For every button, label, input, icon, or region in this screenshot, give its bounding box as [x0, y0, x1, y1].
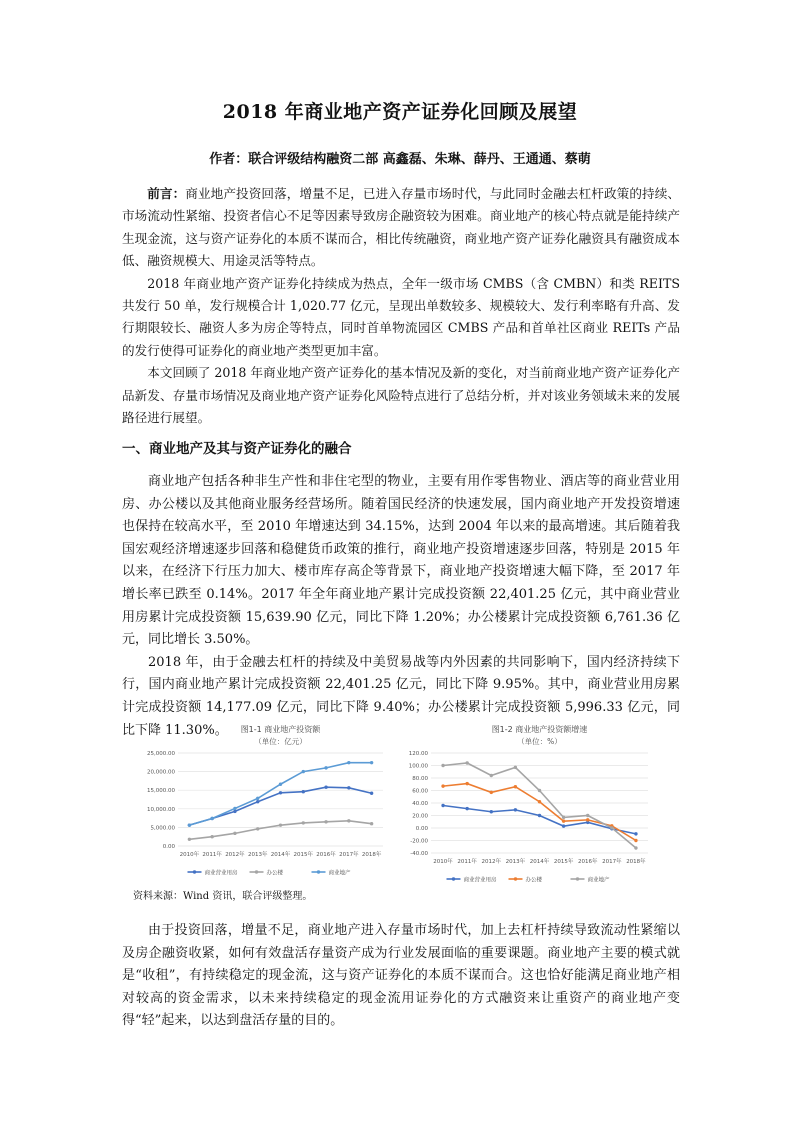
legend-label: 商业地产 — [328, 870, 351, 877]
x-tick-label: 2013年 — [247, 852, 268, 858]
data-point — [514, 785, 517, 788]
y-tick-label: 0.00 — [415, 826, 428, 832]
y-tick-label: 60.00 — [412, 788, 428, 795]
data-point — [347, 761, 350, 764]
legend-marker — [514, 877, 517, 880]
chart-subtitle: （单位：亿元） — [254, 737, 307, 746]
body-paragraph-3: 由于投资回落，增量不足，商业地产进入存量市场时代，加上去杠杆持续导致流动性紧缩以及房企融资收紧，如何有效盘活存量资产成为行业发展面临的重要课题。商业地产主要的模式就是“收租”，有持续稳定的现金流，这与资产证券化的本质不谋而合。这也恰好能满足商业地产相对较高的资金需求，以未来持续稳定的现金流用证券化的方式融资来让重资产的商业地产变得“轻”起来，以达到盘活存量的目的。 — [122, 923, 680, 1029]
x-tick-label: 2018年 — [361, 852, 382, 858]
data-point — [370, 822, 373, 825]
y-tick-label: 20.00 — [412, 813, 428, 820]
x-tick-label: 2017年 — [339, 852, 359, 858]
data-point — [465, 807, 468, 810]
data-point — [610, 826, 613, 829]
legend-marker — [452, 877, 455, 880]
x-tick-label: 2013年 — [505, 859, 526, 865]
data-point — [279, 791, 282, 794]
data-point — [490, 810, 493, 813]
data-point — [465, 761, 468, 764]
legend-label: 商业营业用房 — [204, 870, 238, 877]
y-tick-label: 15,000.00 — [147, 788, 175, 795]
legend-marker — [317, 870, 320, 873]
y-tick-label: 10,000.00 — [147, 806, 175, 813]
data-point — [514, 808, 517, 811]
data-point — [441, 784, 444, 787]
body-paragraph-1: 商业地产包括各种非生产性和非住宅型的物业，主要有用作零售物业、酒店等的商业营业用房、办公楼以及其他商业服务经营场所。随着国民经济的快速发展，国内商业地产开发投资增速也保持在较高水平，至 2010 年增速达到 34.15%，达到 2004 年以来的最高增速。其后随着我国宏观经济增速逐步回落和稳健货币政策的推行，商业地产投资增速逐步回落，特别是 2015 年以来，在经济下行压力加大、楼市库存高企等背景下，商业地产投资增速大幅下降，至 2017 年增长率已跌至 0.14%。2017 年全年商业地产累计完成投资额 22,401.25 亿元，其中商业营业用房累计完成投资额 15,639.90 亿元，同比下降 1.20%；办公楼累计完成投资额 6,761.36 亿元，同比增长 3.50%。 — [122, 474, 680, 648]
data-point — [514, 766, 517, 769]
data-point — [562, 819, 565, 822]
data-point — [302, 790, 305, 793]
legend-label: 办公楼 — [266, 870, 284, 877]
data-point — [256, 800, 259, 803]
data-point — [256, 827, 259, 830]
x-tick-label: 2014年 — [270, 852, 291, 858]
chart-investment-amount — [118, 720, 398, 889]
data-point — [586, 818, 589, 821]
x-tick-label: 2010年 — [179, 852, 200, 858]
legend-label: 商业营业用房 — [463, 877, 497, 884]
x-tick-label: 2012年 — [481, 859, 502, 865]
data-point — [370, 761, 373, 764]
chart-investment-growth — [393, 720, 653, 889]
chart-title: 图1-2 商业地产投资额增速 — [491, 725, 588, 734]
y-tick-label: 0.00 — [162, 844, 175, 850]
data-point — [210, 835, 213, 838]
data-point — [324, 820, 327, 823]
y-tick-label: -40.00 — [410, 851, 428, 857]
x-tick-label: 2010年 — [433, 859, 453, 865]
data-point — [586, 814, 589, 817]
abstract — [122, 183, 680, 429]
data-point — [302, 770, 305, 773]
abstract-paragraph-3: 本文回顾了 2018 年商业地产资产证券化的基本情况及新的变化，对当前商业地产资产证券化产品新发、存量市场情况及商业地产资产证券化风险特点进行了总结分析，并对该业务领域未来的发展路径进行展望。 — [122, 365, 680, 426]
legend-label: 办公楼 — [525, 877, 543, 884]
charts-area — [118, 720, 698, 890]
legend-label: 商业地产 — [587, 877, 610, 884]
body-paragraph-2: 2018 年，由于金融去杠杆的持续及中美贸易战等内外因素的共同影响下，国内经济持续下行，国内商业地产累计完成投资额 22,401.25 亿元，同比下降 9.95%。其中，商业营业用房累计完成投资额 14,177.09 亿元，同比下降 9.40%；办公楼累计完成投资额 5,996.33 亿元，同比下降 11.30%。 — [122, 654, 680, 738]
data-point — [279, 783, 282, 786]
data-point — [634, 846, 637, 849]
data-point — [347, 819, 350, 822]
data-point — [233, 810, 236, 813]
x-tick-label: 2017年 — [602, 859, 622, 865]
data-point — [324, 766, 327, 769]
data-point — [490, 791, 493, 794]
chart-1-svg — [118, 720, 398, 885]
data-point — [347, 786, 350, 789]
y-tick-label: 25,000.00 — [147, 751, 175, 757]
data-point — [441, 804, 444, 807]
legend-marker — [576, 877, 579, 880]
section-body-bottom — [122, 920, 680, 1033]
y-tick-label: 5,000.00 — [150, 825, 175, 832]
chart-2-svg — [393, 720, 653, 885]
abstract-paragraph-1 — [122, 183, 680, 273]
chart-title: 图1-1 商业地产投资额 — [240, 725, 321, 734]
data-point — [188, 838, 191, 841]
data-point — [188, 823, 191, 826]
y-tick-label: 80.00 — [412, 776, 428, 782]
abstract-lead: 前言： — [147, 186, 186, 201]
data-source-note: 资料来源：Wind 资讯，联合评级整理。 — [133, 891, 313, 902]
section-heading: 一、商业地产及其与资产证券化的融合 — [122, 441, 352, 457]
x-tick-label: 2016年 — [577, 859, 598, 865]
data-point — [634, 832, 637, 835]
data-point — [562, 816, 565, 819]
y-tick-label: 20,000.00 — [147, 769, 175, 776]
y-tick-label: -20.00 — [410, 838, 428, 845]
x-tick-label: 2012年 — [225, 852, 245, 858]
data-point — [302, 821, 305, 824]
data-point — [538, 814, 541, 817]
data-point — [279, 823, 282, 826]
data-point — [490, 774, 493, 777]
chart-subtitle: （单位：%） — [517, 737, 562, 746]
x-tick-label: 2011年 — [202, 852, 222, 858]
section-body-top — [122, 471, 680, 742]
legend-marker — [255, 870, 258, 873]
abstract-p1-text: 商业地产投资回落，增量不足，已进入存量市场时代，与此同时金融去杠杆政策的持续、市场流动性紧缩、投资者信心不足等因素导致房企融资较为困难。商业地产的核心特点就是能持续产生现金流，这与资产证券化的本质不谋而合，相比传统融资，商业地产资产证券化融资具有融资成本低、融资规模大、用途灵活等特点。 — [122, 186, 681, 269]
data-point — [210, 817, 213, 820]
legend-marker — [193, 870, 196, 873]
y-tick-label: 120.00 — [408, 751, 428, 757]
data-point — [634, 839, 637, 842]
x-tick-label: 2015年 — [553, 859, 574, 865]
data-point — [233, 807, 236, 810]
y-tick-label: 100.00 — [408, 763, 428, 770]
document-title: 2018 年商业地产资产证券化回顾及展望 — [222, 101, 578, 123]
x-tick-label: 2015年 — [293, 852, 314, 858]
x-tick-label: 2014年 — [529, 859, 550, 865]
data-point — [465, 782, 468, 785]
data-point — [538, 789, 541, 792]
series-line — [443, 806, 636, 834]
data-point — [370, 792, 373, 795]
x-tick-label: 2016年 — [316, 852, 336, 858]
data-point — [233, 832, 236, 835]
authors-line: 作者：联合评级结构融资二部 高鑫磊、朱琳、薛丹、王通通、蔡萌 — [209, 152, 591, 167]
abstract-paragraph-2: 2018 年商业地产资产证券化持续成为热点，全年一级市场 CMBS（含 CMBN）和类 REITS 共发行 50 单，发行规模合计 1,020.77 亿元，呈现出单数较多、规模较大、发行利率略有升高、发行期限较长、融资人多为房企等特点，同时首单物流园区 CMBS 产品和首单社区商业 REITs 产品的发行使得可证券化的商业地产类型更加丰富。 — [122, 275, 680, 358]
data-point — [562, 824, 565, 827]
x-tick-label: 2018年 — [626, 859, 646, 865]
data-point — [256, 797, 259, 800]
y-tick-label: 40.00 — [412, 801, 428, 807]
data-point — [441, 764, 444, 767]
data-point — [324, 786, 327, 789]
data-point — [538, 800, 541, 803]
x-tick-label: 2011年 — [457, 859, 477, 865]
series-line — [443, 763, 636, 848]
